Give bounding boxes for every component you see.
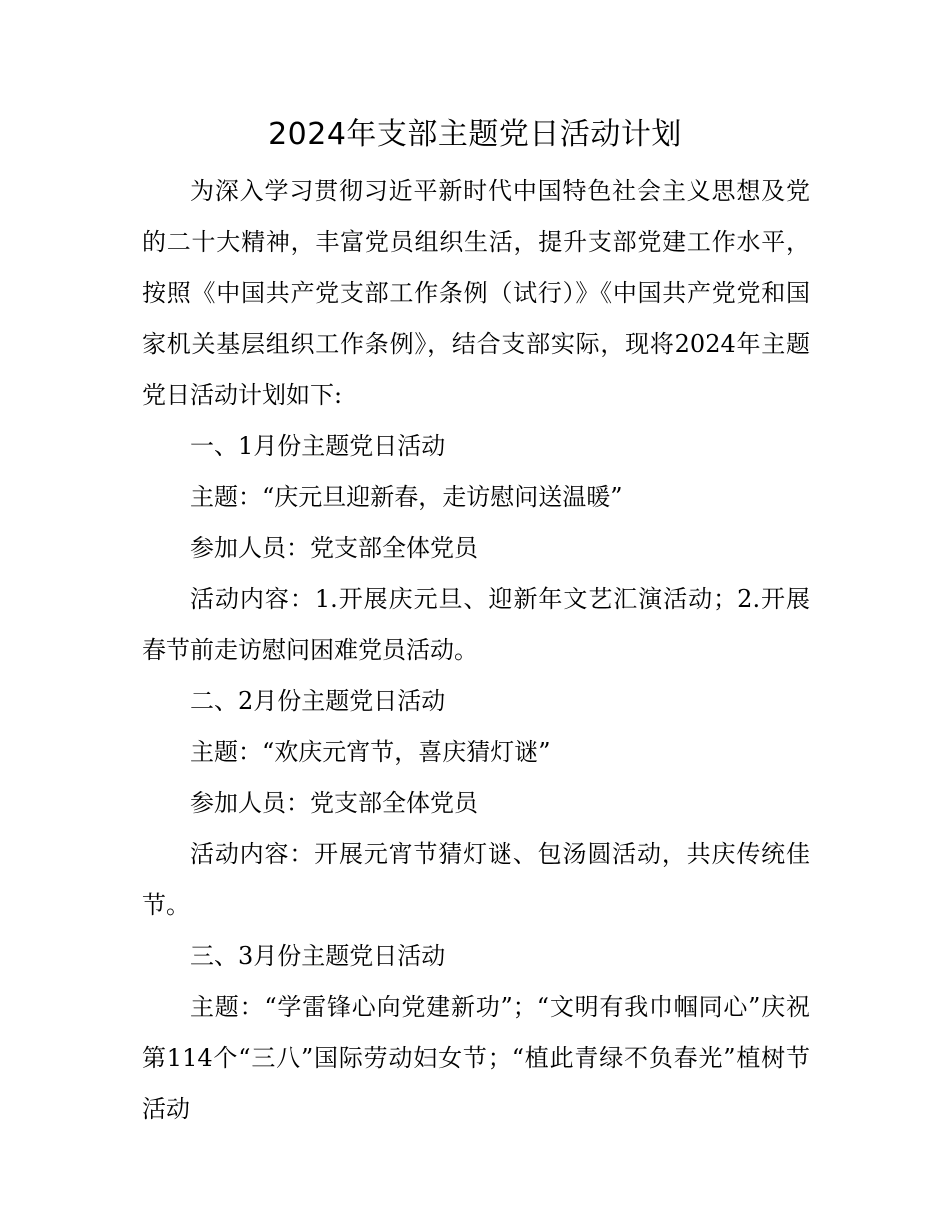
document-title: 2024年支部主题党日活动计划 [268, 117, 682, 152]
february-participants: 参加人员：党支部全体党员 [190, 789, 478, 817]
document-body [142, 166, 810, 1135]
section-heading-january: 一、1月份主题党日活动 [190, 432, 446, 460]
january-theme: 主题：“庆元旦迎新春，走访慰问送温暖” [190, 483, 623, 511]
section-heading-february: 二、2月份主题党日活动 [190, 687, 446, 715]
february-activities: 活动内容：开展元宵节猜灯谜、包汤圆活动，共庆传统佳节。 [142, 840, 810, 919]
january-activities: 活动内容：1.开展庆元旦、迎新年文艺汇演活动；2.开展春节前走访慰问困难党员活动。 [142, 585, 810, 664]
february-theme: 主题：“欢庆元宵节，喜庆猜灯谜” [190, 738, 551, 766]
intro-paragraph: 为深入学习贯彻习近平新时代中国特色社会主义思想及党的二十大精神，丰富党员组织生活，提升支部党建工作水平，按照《中国共产党支部工作条例（试行）》《中国共产党党和国家机关基层组织工作条例》，结合支部实际，现将2024年主题党日活动计划如下: [142, 177, 810, 409]
january-participants: 参加人员：党支部全体党员 [190, 534, 478, 562]
section-heading-march: 三、3月份主题党日活动 [190, 942, 446, 970]
march-theme: 主题：“学雷锋心向党建新功”；“文明有我巾帼同心”庆祝第114个“三八”国际劳动妇女节；“植此青绿不负春光”植树节活动 [142, 993, 810, 1123]
